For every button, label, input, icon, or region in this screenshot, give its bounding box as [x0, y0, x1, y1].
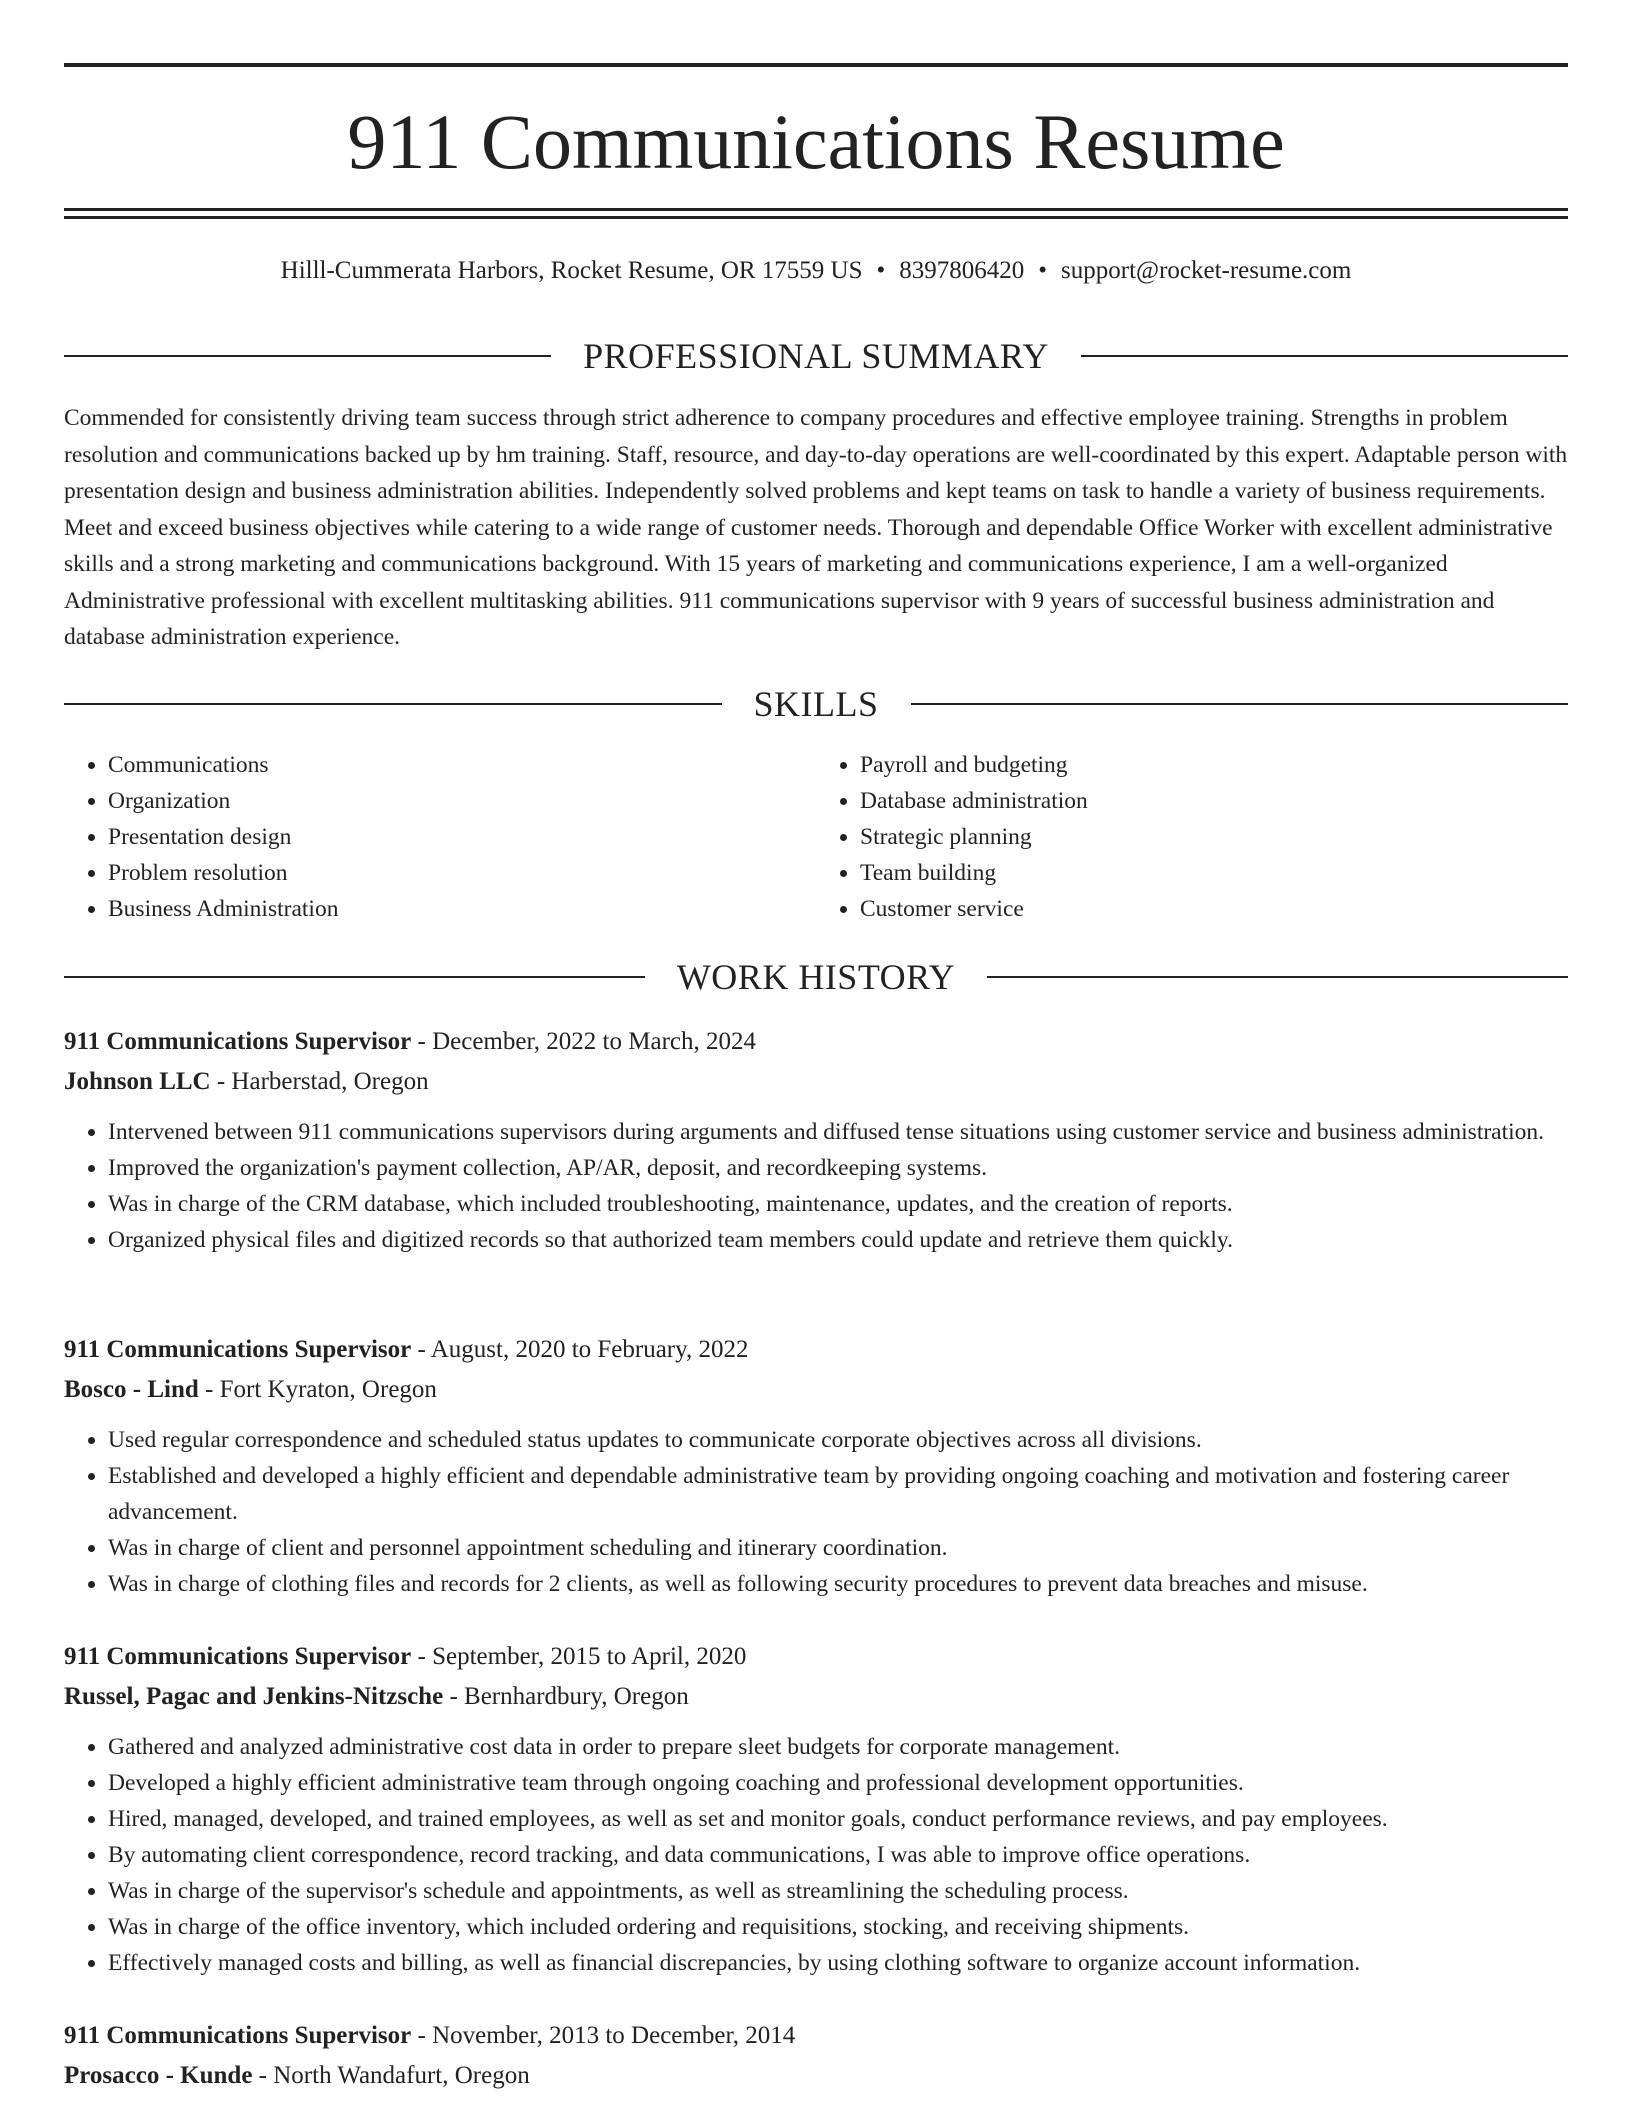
- job-role: 911 Communications Supervisor: [64, 2022, 412, 2049]
- skill-item: • Payroll and budgeting: [860, 747, 1568, 783]
- work-history-section-heading: [64, 955, 1568, 999]
- job-bullet: • Hired, managed, developed, and trained employees, as well as set and monitor goals, conduct performance reviews, and pay employees.: [108, 1801, 1568, 1837]
- job-bullet: • Was in charge of the supervisor's schedule and appointments, as well as streamlining the scheduling process.: [108, 1873, 1568, 1909]
- heading-rule-right: [1081, 355, 1568, 357]
- job-dates: - September, 2015 to April, 2020: [411, 1643, 747, 1670]
- job-role: 911 Communications Supervisor: [64, 1028, 412, 1055]
- job-role: 911 Communications Supervisor: [64, 1336, 412, 1363]
- skill-item: • Strategic planning: [860, 819, 1568, 855]
- job-bullet: • Was in charge of the office inventory, which included ordering and requisitions, stocking, and receiving shipments.: [108, 1909, 1568, 1945]
- contact-line: [64, 254, 1568, 288]
- job-company: Russel, Pagac and Jenkins-Nitzsche: [64, 1683, 444, 1710]
- heading-rule-left: [64, 976, 645, 978]
- job-bullet: • Used regular correspondence and scheduled status updates to communicate corporate objectives across all divisions.: [108, 1422, 1568, 1458]
- skill-item: • Database administration: [860, 783, 1568, 819]
- work-history-heading-label: WORK HISTORY: [676, 957, 956, 997]
- job-entry: [64, 1330, 1568, 1602]
- job-bullets: [64, 1729, 1568, 1981]
- job-location: - Harberstad, Oregon: [210, 1068, 429, 1095]
- job-company-line: [64, 1370, 1568, 1410]
- top-rule: [64, 63, 1568, 67]
- job-bullet: • Effectively managed costs and billing, as well as financial discrepancies, by using clothing software to organize account information.: [108, 1945, 1568, 1981]
- job-bullet: • Established and developed a highly efficient and dependable administrative team by providing ongoing coaching and motivation and fostering career advancement.: [108, 1458, 1568, 1530]
- job-location: - Fort Kyraton, Oregon: [198, 1376, 437, 1403]
- title-double-rule: [64, 208, 1568, 219]
- job-bullets: [64, 1114, 1568, 1258]
- skills-column-right: [816, 747, 1568, 927]
- skills-column-left: [64, 747, 816, 927]
- job-location: - Bernhardbury, Oregon: [443, 1683, 689, 1710]
- skill-item: • Problem resolution: [108, 855, 816, 891]
- job-company: Bosco - Lind: [64, 1376, 199, 1403]
- job-entry: [64, 1637, 1568, 1981]
- skill-item: • Communications: [108, 747, 816, 783]
- contact-separator: •: [1038, 257, 1048, 284]
- job-bullet: • Developed a highly efficient administrative team through ongoing coaching and professional development opportunities.: [108, 1765, 1568, 1801]
- job-role: 911 Communications Supervisor: [64, 1643, 412, 1670]
- skill-item: • Customer service: [860, 891, 1568, 927]
- job-bullet: • Organized physical files and digitized records so that authorized team members could update and retrieve them quickly.: [108, 1222, 1568, 1258]
- job-bullet: • Improved the organization's payment collection, AP/AR, deposit, and recordkeeping systems.: [108, 1150, 1568, 1186]
- skills-heading-label: SKILLS: [753, 684, 879, 724]
- heading-rule-right: [987, 976, 1568, 978]
- skill-item: • Presentation design: [108, 819, 816, 855]
- job-company: Johnson LLC: [64, 1068, 211, 1095]
- contact-separator: •: [876, 257, 886, 284]
- job-title-line: [64, 2016, 1568, 2056]
- summary-heading-label: PROFESSIONAL SUMMARY: [583, 336, 1049, 376]
- resume-title: 911 Communications Resume: [347, 98, 1285, 185]
- job-bullet: • Was in charge of client and personnel appointment scheduling and itinerary coordination.: [108, 1530, 1568, 1566]
- job-bullet: • Was in charge of clothing files and records for 2 clients, as well as following security procedures to prevent data breaches and misuse.: [108, 1566, 1568, 1602]
- skill-item: • Business Administration: [108, 891, 816, 927]
- contact-phone: 8397806420: [899, 257, 1025, 284]
- job-bullet: • By automating client correspondence, record tracking, and data communications, I was able to improve office operations.: [108, 1837, 1568, 1873]
- heading-rule-left: [64, 355, 551, 357]
- heading-rule-left: [64, 703, 722, 705]
- skill-item: • Team building: [860, 855, 1568, 891]
- job-company-line: [64, 1062, 1568, 1102]
- contact-address: Hilll-Cummerata Harbors, Rocket Resume, OR 17559 US: [280, 257, 863, 284]
- job-title-line: [64, 1330, 1568, 1370]
- skill-item: • Organization: [108, 783, 816, 819]
- job-bullet: • Was in charge of the CRM database, which included troubleshooting, maintenance, updates, and the creation of reports.: [108, 1186, 1568, 1222]
- job-bullet: • Gathered and analyzed administrative cost data in order to prepare sleet budgets for corporate management.: [108, 1729, 1568, 1765]
- job-dates: - August, 2020 to February, 2022: [411, 1336, 749, 1363]
- summary-section-heading: [64, 334, 1568, 378]
- job-entry: [64, 1022, 1568, 1258]
- contact-email: support@rocket-resume.com: [1061, 257, 1352, 284]
- job-entry: [64, 2016, 1568, 2096]
- job-company-line: [64, 2056, 1568, 2096]
- job-company-line: [64, 1677, 1568, 1717]
- job-title-line: [64, 1637, 1568, 1677]
- job-bullets: [64, 1422, 1568, 1602]
- job-location: - North Wandafurt, Oregon: [252, 2062, 530, 2089]
- professional-summary-text: Commended for consistently driving team success through strict adherence to company procedures and effective employee training. Strengths in problem resolution and communications backed up by hm training. Staff, resource, and day-to-day operations are well-coordinated by this expert. Adaptable person with presentation design and business administration abilities. Independently solved problems and kept teams on task to handle a variety of business requirements. Meet and exceed business objectives while catering to a wide range of customer needs. Thorough and dependable Office Worker with excellent administrative skills and a strong marketing and communications background. With 15 years of marketing and communications experience, I am a well-organized Administrative professional with excellent multitasking abilities. 911 communications supervisor with 9 years of successful business administration and database administration experience.: [64, 405, 1568, 650]
- skills-list: [64, 747, 1568, 927]
- skills-section-heading: [64, 682, 1568, 726]
- job-dates: - December, 2022 to March, 2024: [411, 1028, 756, 1055]
- heading-rule-right: [911, 703, 1569, 705]
- job-dates: - November, 2013 to December, 2014: [411, 2022, 796, 2049]
- job-company: Prosacco - Kunde: [64, 2062, 253, 2089]
- job-title-line: [64, 1022, 1568, 1062]
- job-bullet: • Intervened between 911 communications supervisors during arguments and diffused tense situations using customer service and business administration.: [108, 1114, 1568, 1150]
